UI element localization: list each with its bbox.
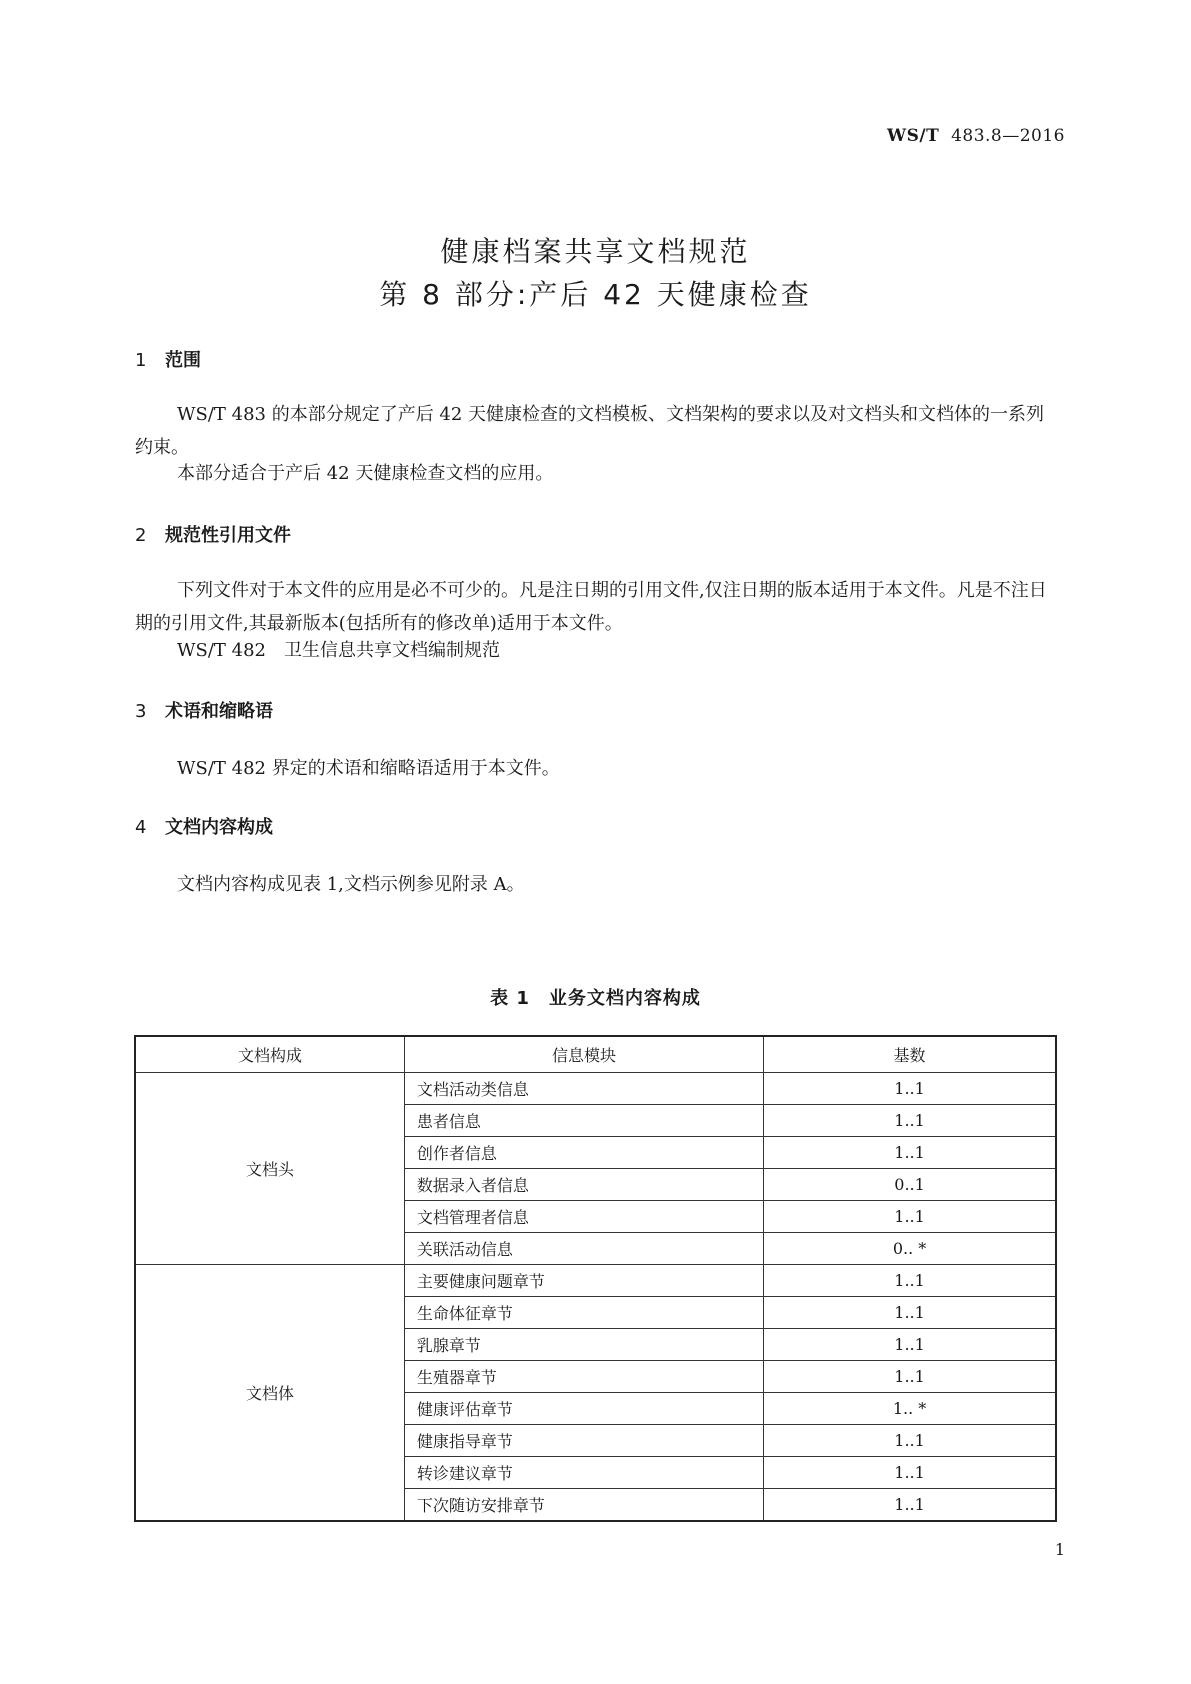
section-4-paragraph-1: 文档内容构成见表 1,文档示例参见附录 A。: [177, 874, 525, 895]
section-number: 1: [135, 350, 147, 371]
section-number: 3: [135, 701, 147, 722]
cardinality-cell: 1..1: [764, 1105, 1056, 1137]
cardinality-cell: 1..1: [764, 1297, 1056, 1329]
section-title: 规范性引用文件: [165, 525, 291, 546]
cardinality-cell: 1..1: [764, 1201, 1056, 1233]
column-header-composition: 文档构成: [135, 1036, 404, 1073]
section-title: 术语和缩略语: [165, 701, 273, 722]
group-document-body: 文档体: [135, 1265, 404, 1522]
standard-code: [887, 126, 1065, 146]
column-header-cardinality: 基数: [764, 1036, 1056, 1073]
section-heading-4: [135, 813, 273, 839]
section-title: 范围: [165, 350, 201, 371]
cardinality-cell: 1..1: [764, 1361, 1056, 1393]
standard-prefix: WS/T: [887, 126, 940, 146]
cardinality-cell: 0.. *: [764, 1233, 1056, 1265]
cardinality-cell: 1..1: [764, 1265, 1056, 1297]
section-2-reference: WS/T 482 卫生信息共享文档编制规范: [177, 640, 500, 661]
module-cell: 文档管理者信息: [404, 1201, 763, 1233]
section-number: 4: [135, 817, 147, 838]
section-heading-1: [135, 346, 201, 372]
cardinality-cell: 0..1: [764, 1169, 1056, 1201]
cardinality-cell: 1..1: [764, 1137, 1056, 1169]
table-caption: 表 1 业务文档内容构成: [490, 988, 701, 1009]
document-content-table: [134, 1035, 1057, 1522]
table-header-row: [135, 1036, 1056, 1073]
group-document-header: 文档头: [135, 1073, 404, 1265]
table-row: [135, 1073, 1056, 1105]
cardinality-cell: 1..1: [764, 1425, 1056, 1457]
section-heading-3: [135, 697, 273, 723]
module-cell: 关联活动信息: [404, 1233, 763, 1265]
table-row: [135, 1265, 1056, 1297]
document-title: 健康档案共享文档规范: [440, 235, 751, 268]
module-cell: 转诊建议章节: [404, 1457, 763, 1489]
module-cell: 生命体征章节: [404, 1297, 763, 1329]
section-3-paragraph-1: WS/T 482 界定的术语和缩略语适用于本文件。: [177, 758, 560, 779]
module-cell: 患者信息: [404, 1105, 763, 1137]
cardinality-cell: 1..1: [764, 1073, 1056, 1105]
section-number: 2: [135, 525, 147, 546]
column-header-module: 信息模块: [404, 1036, 763, 1073]
document-subtitle: 第 8 部分:产后 42 天健康检查: [379, 278, 812, 311]
cardinality-cell: 1..1: [764, 1329, 1056, 1361]
module-cell: 下次随访安排章节: [404, 1489, 763, 1522]
page-number: 1: [1054, 1540, 1065, 1559]
standard-number: 483.8—2016: [951, 126, 1065, 146]
module-cell: 数据录入者信息: [404, 1169, 763, 1201]
module-cell: 健康指导章节: [404, 1425, 763, 1457]
module-cell: 乳腺章节: [404, 1329, 763, 1361]
cardinality-cell: 1.. *: [764, 1393, 1056, 1425]
module-cell: 创作者信息: [404, 1137, 763, 1169]
module-cell: 健康评估章节: [404, 1393, 763, 1425]
section-title: 文档内容构成: [165, 817, 273, 838]
module-cell: 主要健康问题章节: [404, 1265, 763, 1297]
module-cell: 文档活动类信息: [404, 1073, 763, 1105]
module-cell: 生殖器章节: [404, 1361, 763, 1393]
cardinality-cell: 1..1: [764, 1489, 1056, 1522]
section-heading-2: [135, 521, 291, 547]
section-2-paragraph-1: 下列文件对于本文件的应用是必不可少的。凡是注日期的引用文件,仅注日期的版本适用于本文件。凡是不注日期的引用文件,其最新版本(包括所有的修改单)适用于本文件。: [135, 580, 1047, 634]
section-1-paragraph-2: 本部分适合于产后 42 天健康检查文档的应用。: [177, 463, 554, 484]
cardinality-cell: 1..1: [764, 1457, 1056, 1489]
section-1-paragraph-1: WS/T 483 的本部分规定了产后 42 天健康检查的文档模板、文档架构的要求以及对文档头和文档体的一系列约束。: [135, 404, 1045, 458]
